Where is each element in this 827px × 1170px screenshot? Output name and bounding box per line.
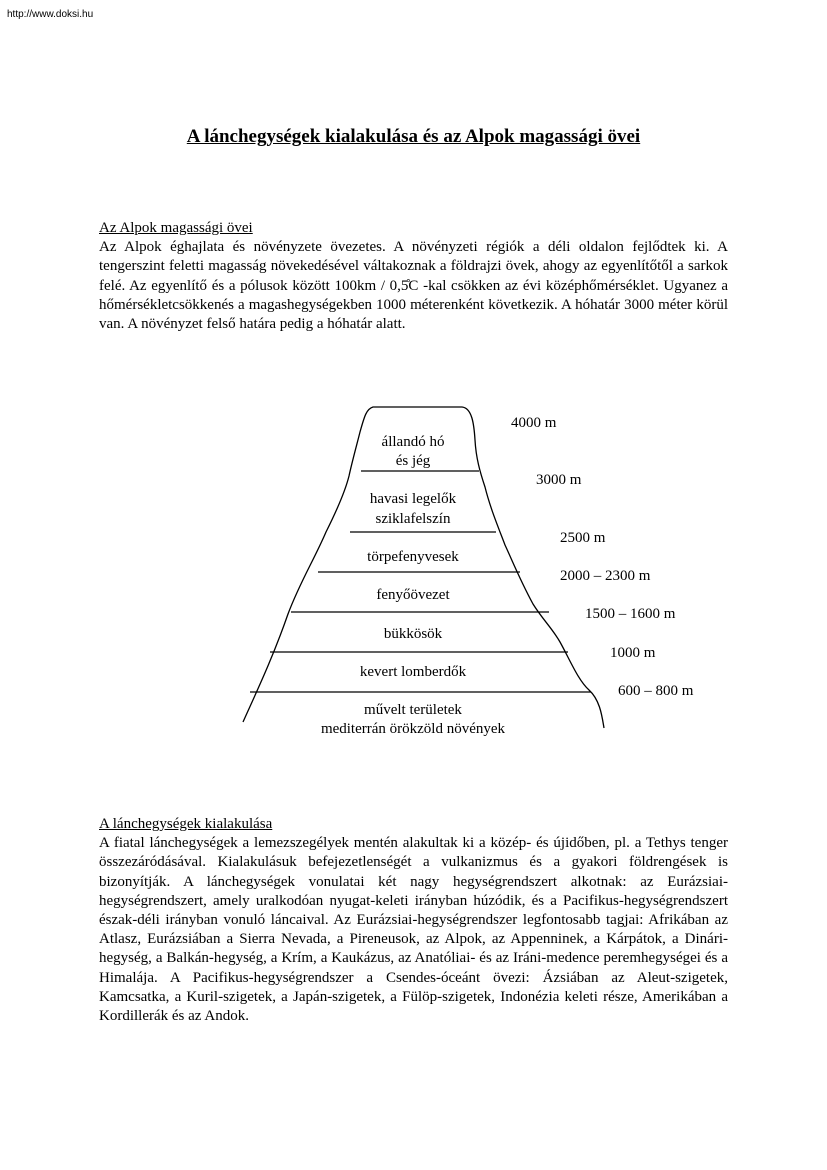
- section-alpine-zones: [99, 219, 728, 334]
- zone-label: és jég: [395, 453, 431, 469]
- zone-label: művelt területek: [364, 702, 462, 718]
- zone-label: bükkösök: [383, 626, 443, 642]
- zone-label: mediterrán örökzöld növények: [320, 721, 506, 737]
- zone-label: sziklafelszín: [375, 511, 451, 527]
- zone-label: havasi legelők: [369, 491, 457, 507]
- elevation-label: 600 – 800 m: [618, 683, 694, 699]
- section-body: A fiatal lánchegységek a lemezszegélyek mentén alakultak ki a közép- és újidőben, pl. a Tethys tenger összezáródásával. Kialakulásuk befejezetlenségét a vulkanizmus és a gyakori földrengések is bizonyítják. A lánchegységek vonulatai két nagy hegységrendszert alkotnak: az Eurázsiai-hegységrendszert, amely uralkodóan nyugat-keleti irányban húzódik, és a Pacifikus-hegységrendszert észak-déli irányban vonuló láncaival. Az Eurázsiai-hegységrendszer legfontosabb tagjai: Afrikában az Atlasz, Eurázsiában a Sierra Nevada, a Pireneusok, az Alpok, az Appenninek, a Kárpátok, a Dinári-hegység, a Balkán-hegység, a Krím, a Kaukázus, az Anatóliai- és az Iráni-medence peremhegységei és a Himalája. A Pacifikus-hegységrendszer a Csendes-óceánt övezi: Ázsiában az Aleut-szigetek, Kamcsatka, a Kuril-szigetek, a Japán-szigetek, a Fülöp-szigetek, Indonézia keleti része, Amerikában a Kordillerák és az Andok.: [99, 835, 728, 1025]
- zone-label: törpefenyvesek: [367, 549, 459, 565]
- elevation-label: 2500 m: [560, 530, 606, 546]
- section-mountain-formation: [99, 815, 728, 1026]
- elevation-label: 2000 – 2300 m: [560, 568, 651, 584]
- altitude-zones-diagram: [0, 395, 827, 755]
- elevation-label: 4000 m: [511, 415, 557, 431]
- zone-label: kevert lomberdők: [359, 664, 467, 680]
- elevation-label: 1000 m: [610, 645, 656, 661]
- section-heading: A lánchegységek kialakulása: [99, 816, 273, 832]
- source-url: http://www.doksi.hu: [7, 9, 94, 20]
- elevation-label: 1500 – 1600 m: [585, 606, 676, 622]
- section-body: Az Alpok éghajlata és növényzete övezetes. A növényzeti régiók a déli oldalon fejlődtek ki. A tengerszint feletti magasság növekedésével váltakoznak a földrajzi övek, ahogy az egyenlítőtől a sarkok felé. Az egyenlítő és a pólusok között 100km / 0,5̊C -kal csökken az évi középhőmérséklet. Ugyanez a hőmérsékletcsökkenés a magashegységekben 1000 méterenként következik. A hóhatár 3000 méter körül van. A növényzet felső határa pedig a hóhatár alatt.: [99, 239, 728, 333]
- zone-label: állandó hó: [381, 434, 445, 450]
- zone-label: fenyőövezet: [376, 587, 450, 603]
- elevation-label: 3000 m: [536, 472, 582, 488]
- page-title: A lánchegységek kialakulása és az Alpok magassági övei: [186, 126, 641, 147]
- section-heading: Az Alpok magassági övei: [99, 220, 253, 236]
